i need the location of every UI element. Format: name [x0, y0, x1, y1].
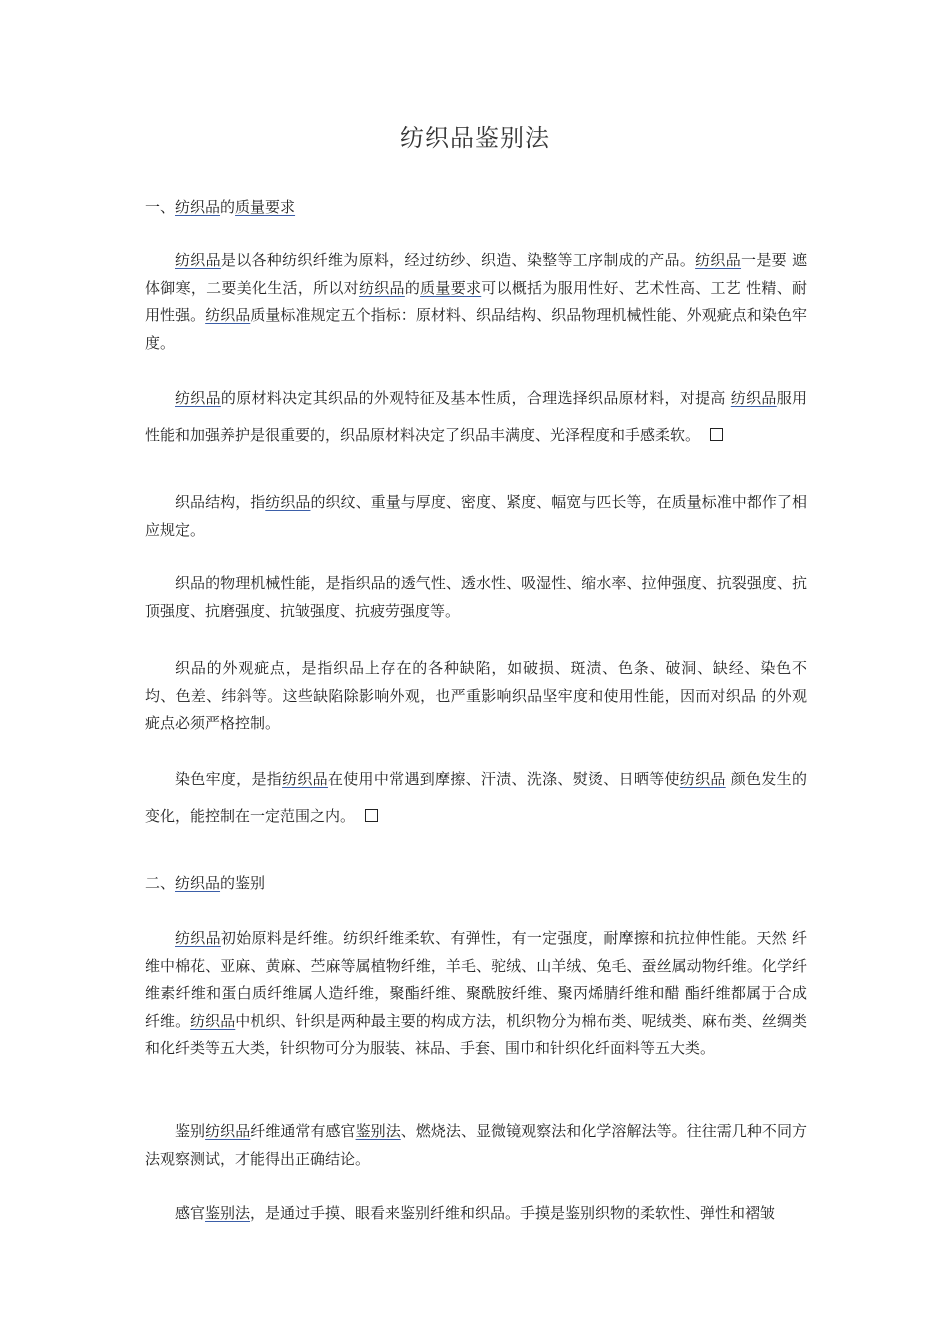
term-link[interactable]: 纺织品	[175, 389, 221, 407]
paragraph-methods	[145, 1118, 807, 1173]
paragraph-intro	[145, 247, 807, 357]
term-link[interactable]: 质量要求	[235, 198, 296, 216]
paragraph-text: 、燃烧法、显微镜观察法和化学溶解法等。往往需几种不同方法观察测试，才能得出正确结论。	[145, 1122, 807, 1168]
term-link[interactable]: 纺织品	[730, 389, 777, 407]
heading-number: 二、	[145, 874, 176, 892]
paragraph-text: 感官	[175, 1204, 206, 1222]
term-link[interactable]: 纺织品	[175, 251, 221, 269]
term-link[interactable]: 纺织品	[175, 929, 221, 947]
term-link[interactable]: 纺织品	[175, 874, 221, 892]
paragraph-text: 的	[404, 278, 421, 297]
paragraph-text: 织品的外观疵点，是指织品上存在的各种缺陷，如破损、斑渍、色条、破洞、缺经、染色不 均、色差、纬斜等。这些缺陷除影响外观，也严重影响织品坚牢度和使用性能，因而对织品 的外观疵点必须严格控制。	[145, 659, 807, 732]
paragraph-text: 鉴别	[175, 1122, 206, 1140]
term-link[interactable]: 纺织品	[695, 251, 742, 269]
paragraph-structure	[145, 489, 807, 544]
term-link[interactable]: 纺织品	[190, 1011, 236, 1030]
paragraph-text: 织品的物理机械性能，是指织品的透气性、透水性、吸湿性、缩水率、拉伸强度、抗裂强度、抗顶强度、抗磨强度、抗皱强度、抗疲劳强度等。	[145, 574, 807, 620]
paragraph-text: 可以概括为服用性好、艺术性高、工艺 性精、耐用性强。	[145, 278, 807, 324]
paragraph-sensory	[145, 1200, 807, 1228]
paragraph-text: 染色牢度，是指	[175, 770, 283, 788]
paragraph-mechanical	[145, 570, 807, 625]
term-link[interactable]: 纺织品	[205, 306, 251, 324]
paragraph-text: 质量标准规定五个指标：原材料、织品结构、织品物理机械性能、外观疵点和染色牢度。	[145, 306, 807, 352]
paragraph-text: 是以各种纺织纤维为原料，经过纺纱、织造、染整等工序制成的产品。	[220, 251, 696, 269]
heading-number: 一、	[145, 198, 176, 216]
term-link[interactable]: 纺织品	[679, 770, 726, 788]
document-title: 纺织品鉴别法	[400, 124, 550, 152]
heading-text: 的鉴别	[220, 874, 266, 892]
section-heading-1	[145, 197, 295, 217]
term-link[interactable]: 纺织品	[205, 1122, 251, 1140]
paragraph-fibers	[145, 925, 807, 1063]
paragraph-text: 织品结构，指	[175, 493, 266, 511]
term-link[interactable]: 纺织品	[358, 278, 405, 297]
term-link[interactable]: 纺织品	[265, 493, 311, 511]
term-link[interactable]: 纺织品	[175, 198, 221, 216]
paragraph-text: 的原材料决定其织品的外观特征及基本性质，合理选择织品原材料，对提高	[220, 389, 731, 407]
paragraph-text: ，是通过手摸、眼看来鉴别纤维和织品。手摸是鉴别织物的柔软性、弹性和褶皱	[250, 1204, 776, 1222]
paragraph-text: 的织纹、重量与厚度、密度、紧度、幅宽与匹长等，在质量标准中都作了相应规定。	[145, 493, 807, 539]
paragraph-defects	[145, 655, 807, 738]
paragraph-text: 初始原料是纤维。纺织纤维柔软、有弹性，有一定强度，耐摩擦和抗拉伸性能。天然 纤维中棉花、亚麻、黄麻、苎麻等属植物纤维，羊毛、驼绒、山羊绒、兔毛、蚕丝属动物纤维。化学纤维素纤维和蛋白质纤维属人造纤维，聚酯纤维、聚酰胺纤维、聚丙烯腈纤维和醋 酯纤维都属于合成纤维。	[145, 929, 807, 1030]
paragraph-text: 服用性能和加强养护是很重要的，织品原材料决定了织品丰满度、光泽程度和手感柔软。	[145, 389, 807, 444]
paragraph-raw-materials	[145, 380, 807, 454]
term-link[interactable]: 质量要求	[420, 278, 482, 297]
checkbox-glyph-icon	[710, 428, 723, 441]
paragraph-text: 在使用中常遇到摩擦、汗渍、洗涤、熨烫、日晒等使	[327, 770, 680, 788]
paragraph-text: 纤维通常有感官	[250, 1122, 356, 1140]
paragraph-text: 中机织、针织是两种最主要的构成方法，机织物分为棉布类、呢绒类、麻布类、丝绸类和化纤类等五大类，针织物可分为服装、袜品、手套、围巾和针织化纤面料等五大类。	[145, 1011, 807, 1057]
term-link[interactable]: 纺织品	[282, 770, 328, 788]
section-heading-2	[145, 873, 265, 893]
checkbox-glyph-icon	[365, 809, 378, 822]
paragraph-text: 一是要 遮体御寒，二要美化生活，所以对	[145, 251, 807, 297]
paragraph-colorfastness	[145, 761, 807, 835]
paragraph-text: 颜色发生的变化，能控制在一定范围之内。	[145, 770, 807, 825]
term-link[interactable]: 鉴别法	[355, 1122, 401, 1140]
heading-text: 的	[220, 198, 236, 216]
term-link[interactable]: 鉴别法	[205, 1204, 251, 1222]
